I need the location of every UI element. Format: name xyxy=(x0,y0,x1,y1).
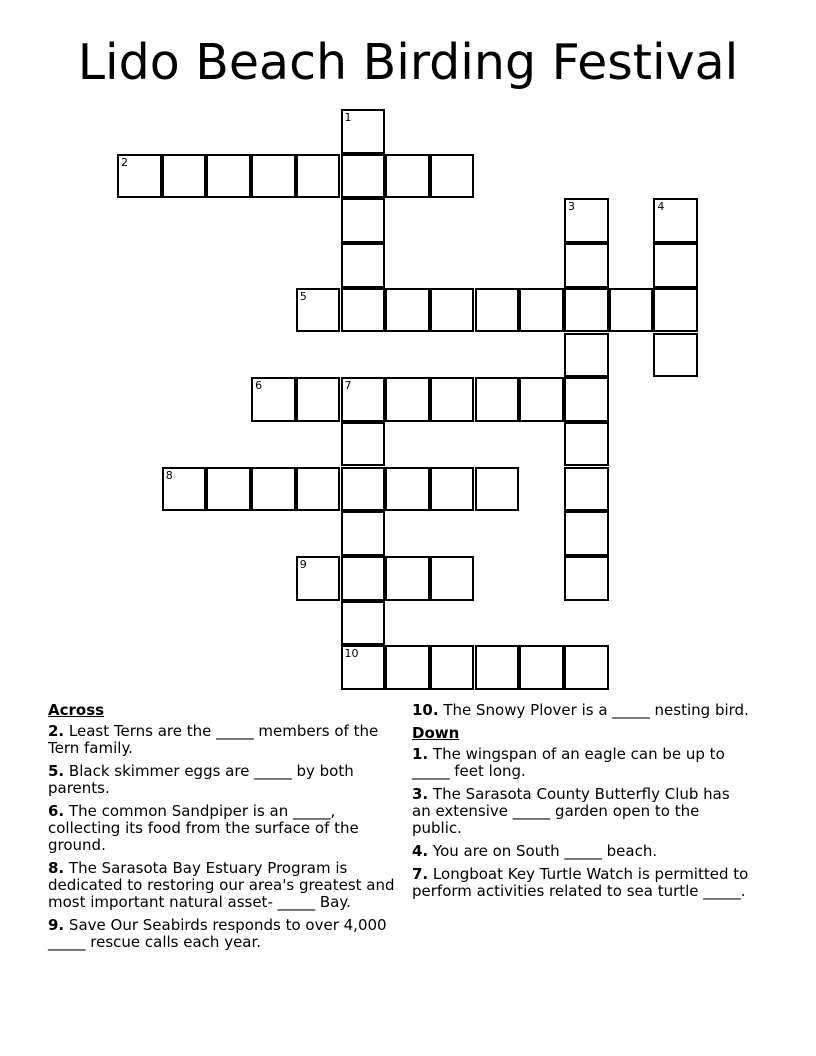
cell-number: 5 xyxy=(299,289,307,303)
grid-cell[interactable] xyxy=(206,154,251,199)
grid-cell[interactable] xyxy=(564,333,609,378)
grid-cell[interactable] xyxy=(564,243,609,288)
across-clue-9 xyxy=(48,917,408,951)
grid-cell[interactable] xyxy=(385,645,430,690)
grid-cell[interactable] xyxy=(341,109,386,154)
grid-cell[interactable] xyxy=(430,377,475,422)
grid-cell[interactable] xyxy=(609,288,654,333)
grid-cell[interactable] xyxy=(296,377,341,422)
grid-cell[interactable] xyxy=(564,422,609,467)
grid-cell[interactable] xyxy=(385,377,430,422)
down-clue-1 xyxy=(412,746,752,780)
grid-cell[interactable] xyxy=(475,645,520,690)
grid-cell[interactable] xyxy=(341,601,386,646)
grid-cell[interactable] xyxy=(564,645,609,690)
down-clue-4 xyxy=(412,843,752,860)
down-clue-7 xyxy=(412,866,752,900)
clue-text: The wingspan of an eagle can be up to _____ feet long. xyxy=(412,745,725,780)
grid-cell[interactable] xyxy=(430,288,475,333)
grid-cell[interactable] xyxy=(341,511,386,556)
grid-cell[interactable] xyxy=(341,467,386,512)
grid-cell[interactable] xyxy=(385,467,430,512)
grid-cell[interactable] xyxy=(341,556,386,601)
grid-cell[interactable] xyxy=(430,154,475,199)
clue-text: Black skimmer eggs are _____ by both parents. xyxy=(48,762,354,797)
cell-number: 2 xyxy=(121,155,128,169)
grid-cell[interactable] xyxy=(117,154,162,199)
grid-cell[interactable] xyxy=(385,154,430,199)
grid-cell[interactable] xyxy=(519,288,564,333)
clue-text: Least Terns are the _____ members of the Tern family. xyxy=(48,722,379,757)
clue-number: 2. xyxy=(48,722,65,740)
across-clue-6 xyxy=(48,803,408,854)
clue-text: Save Our Seabirds responds to over 4,000 _____ rescue calls each year. xyxy=(48,916,387,951)
grid-cell[interactable] xyxy=(251,377,296,422)
grid-cell[interactable] xyxy=(341,422,386,467)
clue-number: 3. xyxy=(412,785,429,803)
across-clue-5 xyxy=(48,763,408,797)
grid-cell[interactable] xyxy=(296,556,341,601)
cell-number: 9 xyxy=(299,558,307,571)
clue-text: The common Sandpiper is an _____, collecting its food from the surface of the ground. xyxy=(48,802,359,854)
cell-number: 1 xyxy=(344,111,352,124)
grid-cell[interactable] xyxy=(653,243,698,288)
clues-left-column xyxy=(48,702,408,957)
grid-cell[interactable] xyxy=(430,556,475,601)
grid-cell[interactable] xyxy=(653,198,698,243)
clue-number: 10. xyxy=(412,701,439,719)
grid-cell[interactable] xyxy=(564,288,609,333)
clue-number: 7. xyxy=(412,865,429,883)
grid-cell[interactable] xyxy=(564,467,609,512)
clue-number: 5. xyxy=(48,762,65,780)
grid-cell[interactable] xyxy=(564,377,609,422)
clue-number: 9. xyxy=(48,916,65,934)
clue-text: You are on South _____ beach. xyxy=(432,842,658,860)
cell-number: 8 xyxy=(165,468,173,482)
grid-cell[interactable] xyxy=(385,556,430,601)
clue-text: The Sarasota Bay Estuary Program is dedicated to restoring our area's greatest and most important natural asset- _____ Bay. xyxy=(48,859,395,911)
grid-cell[interactable] xyxy=(341,154,386,199)
grid-cell[interactable] xyxy=(341,645,386,690)
clue-number: 1. xyxy=(412,745,429,763)
across-heading: Across xyxy=(48,701,105,719)
grid-cell[interactable] xyxy=(251,467,296,512)
clues-right-column xyxy=(412,702,752,906)
grid-cell[interactable] xyxy=(564,556,609,601)
grid-cell[interactable] xyxy=(564,511,609,556)
down-heading: Down xyxy=(412,724,460,742)
clue-number: 4. xyxy=(412,842,429,860)
grid-cell[interactable] xyxy=(430,467,475,512)
clue-number: 6. xyxy=(48,802,65,820)
grid-cell[interactable] xyxy=(341,288,386,333)
cell-number: 10 xyxy=(344,647,359,661)
grid-cell[interactable] xyxy=(341,377,386,422)
grid-cell[interactable] xyxy=(564,198,609,243)
grid-cell[interactable] xyxy=(653,288,698,333)
cell-number: 3 xyxy=(568,200,575,214)
clue-number: 8. xyxy=(48,859,65,877)
grid-cell[interactable] xyxy=(341,243,386,288)
page-title: Lido Beach Birding Festival xyxy=(77,34,739,91)
down-clue-3 xyxy=(412,786,752,837)
grid-cell[interactable] xyxy=(519,645,564,690)
grid-cell[interactable] xyxy=(475,377,520,422)
grid-cell[interactable] xyxy=(206,467,251,512)
clue-text: Longboat Key Turtle Watch is permitted to perform activities related to sea turtle _____. xyxy=(412,865,749,900)
grid-cell[interactable] xyxy=(385,288,430,333)
cell-number: 4 xyxy=(657,200,665,214)
grid-cell[interactable] xyxy=(519,377,564,422)
cell-number: 7 xyxy=(344,379,352,393)
across-clue-2 xyxy=(48,723,408,757)
grid-cell[interactable] xyxy=(475,467,520,512)
grid-cell[interactable] xyxy=(162,467,207,512)
cell-number: 6 xyxy=(255,379,263,393)
grid-cell[interactable] xyxy=(296,467,341,512)
clue-text: The Snowy Plover is a _____ nesting bird. xyxy=(443,701,749,719)
grid-cell[interactable] xyxy=(296,154,341,199)
grid-cell[interactable] xyxy=(430,645,475,690)
grid-cell[interactable] xyxy=(341,198,386,243)
grid-cell[interactable] xyxy=(653,333,698,378)
clue-text: The Sarasota County Butterfly Club has an extensive _____ garden open to the public. xyxy=(412,785,730,837)
grid-cell[interactable] xyxy=(475,288,520,333)
across-clue-10 xyxy=(412,702,752,719)
across-clue-8 xyxy=(48,860,408,911)
grid-cell[interactable] xyxy=(251,154,296,199)
grid-cell[interactable] xyxy=(162,154,207,199)
grid-cell[interactable] xyxy=(296,288,341,333)
